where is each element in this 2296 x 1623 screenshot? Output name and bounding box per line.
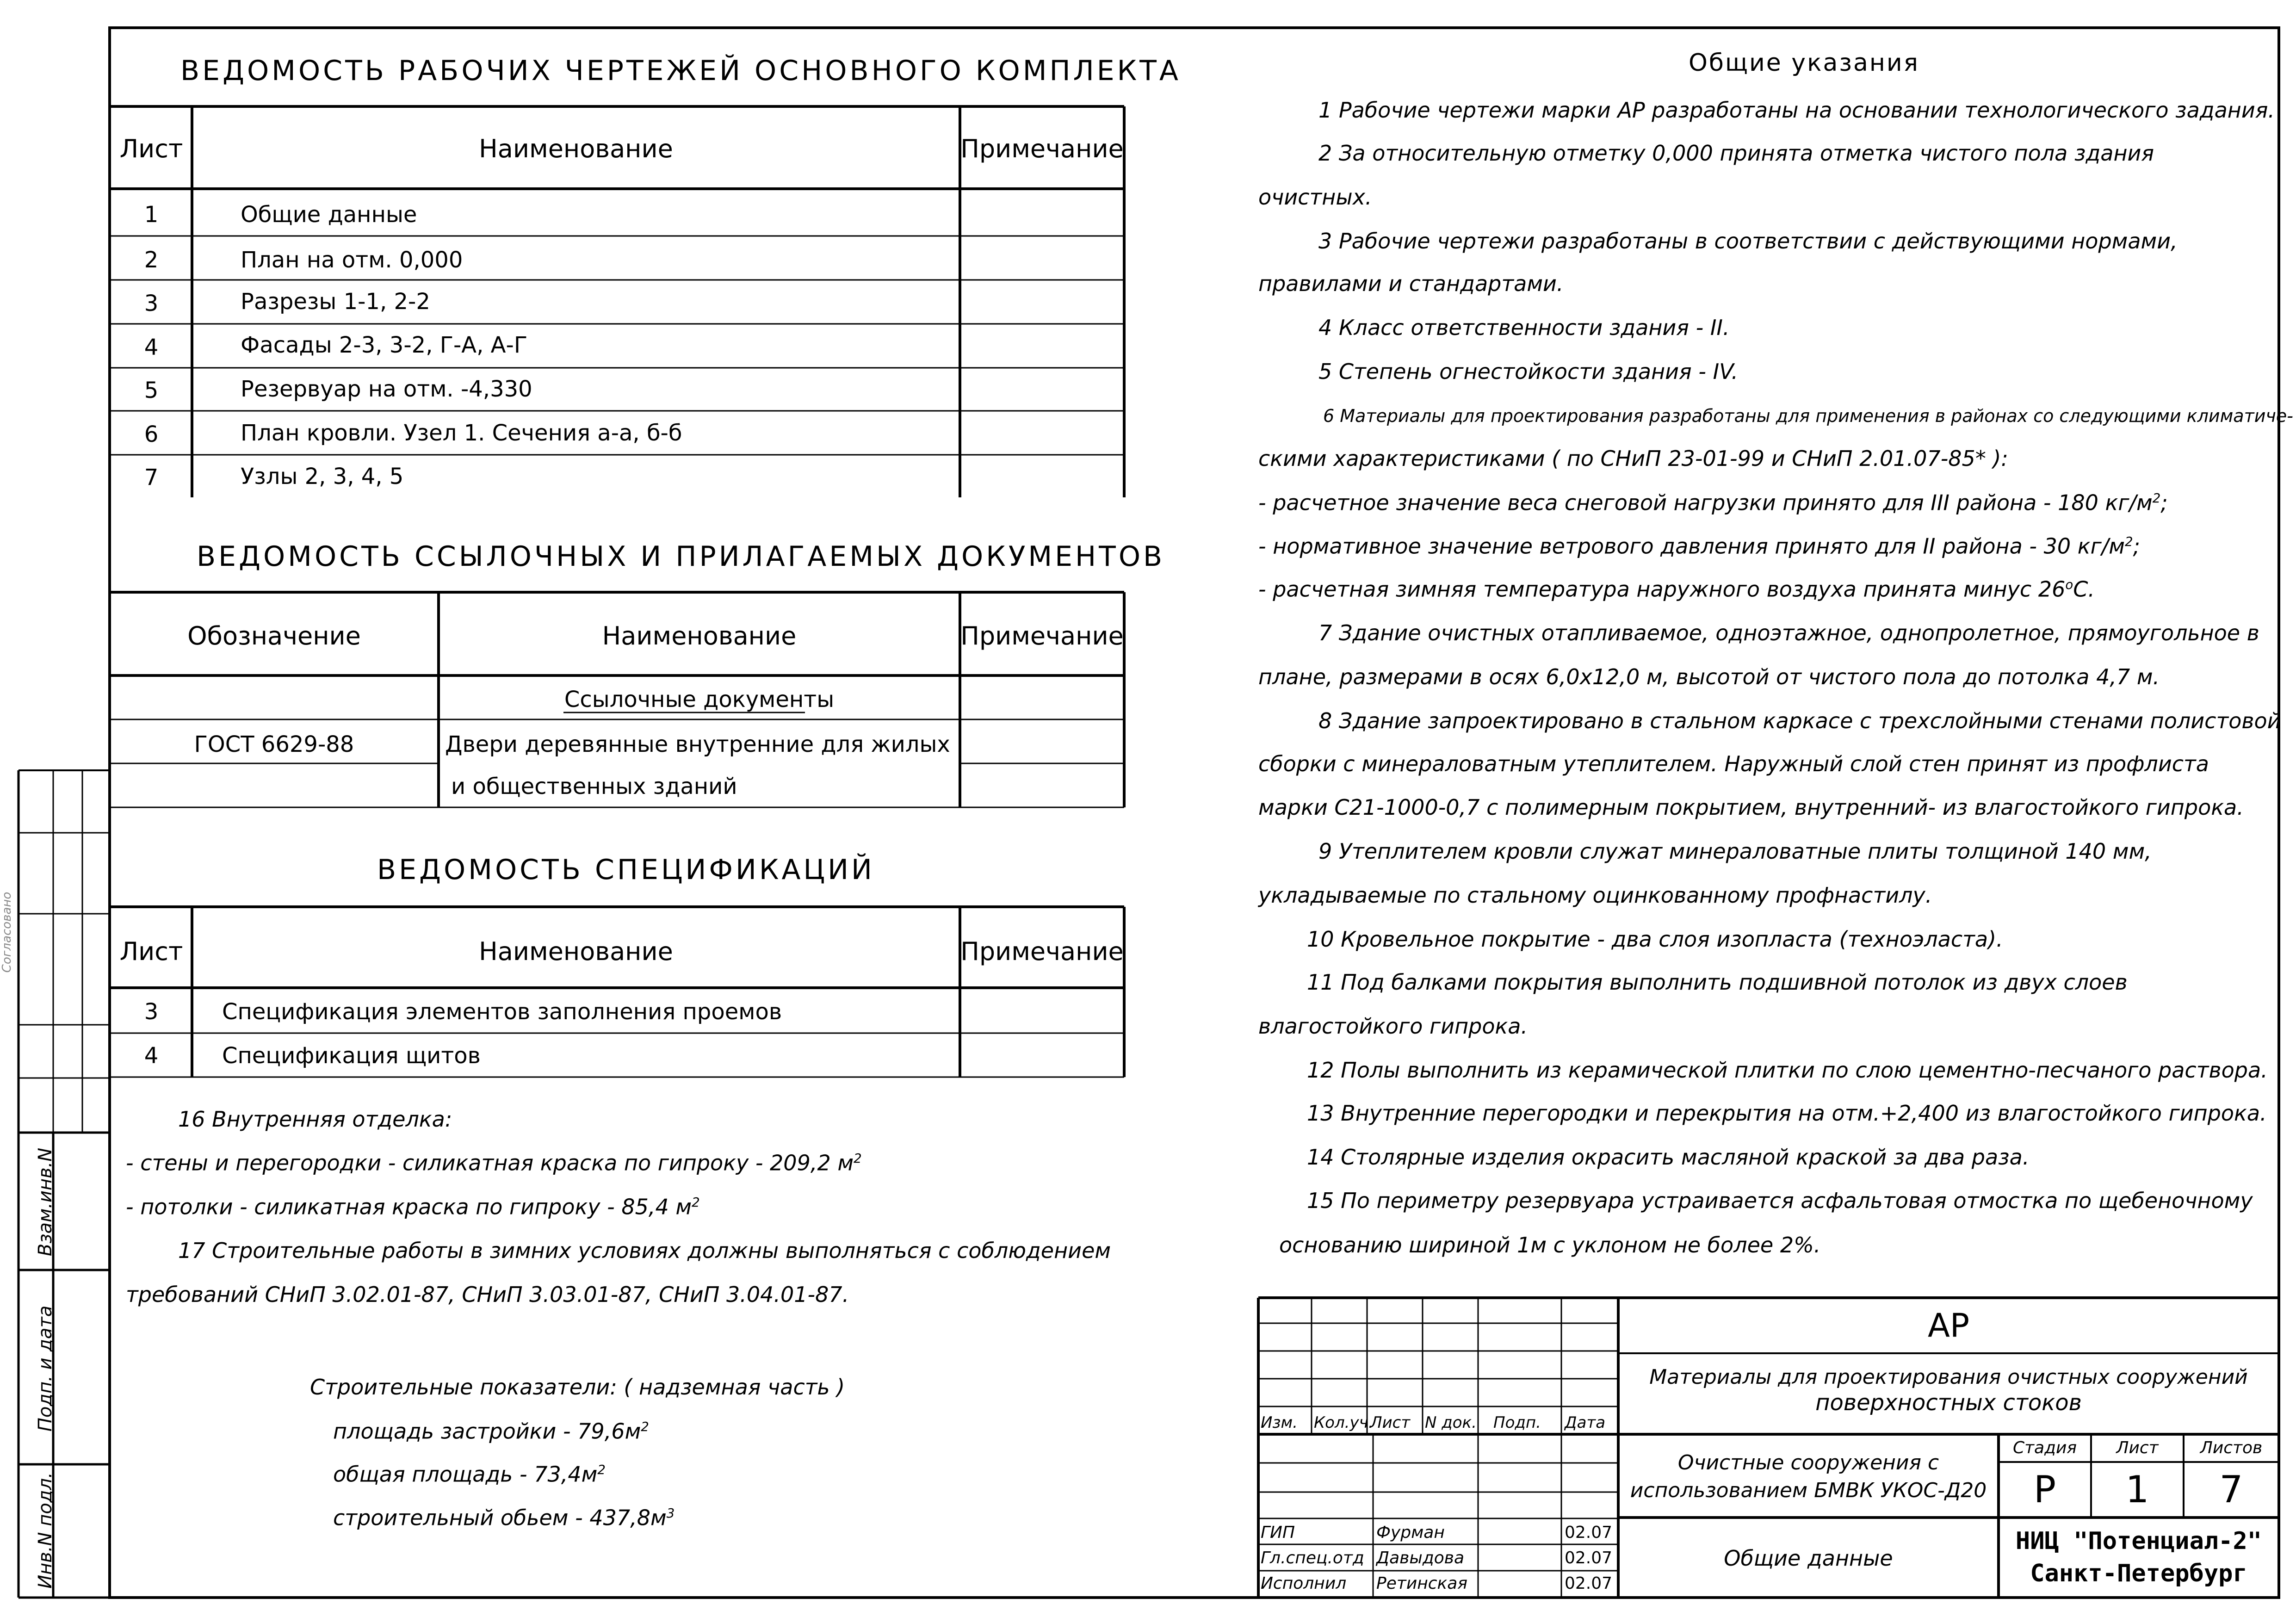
table-row-name: Резервуар на отм. -4,330	[241, 376, 532, 402]
table-row-name: Фасады 2-3, 3-2, Г-А, А-Г	[241, 332, 528, 358]
table-row-sheet: 4	[144, 335, 159, 360]
general-note-10: 10 Кровельное покрытие - два слоя изопласта (техноэласта).	[1307, 927, 2003, 952]
stamp-col-doc: N док.	[1425, 1413, 1477, 1432]
table2-doc-name-line2: и общественных зданий	[451, 774, 737, 799]
indicators-title: Строительные показатели: ( надземная часть )	[310, 1375, 845, 1400]
general-note-6b: скими характеристиками ( по СНиП 23-01-99 и СНиП 2.01.07-85* ):	[1258, 446, 2008, 471]
general-note-14: 14 Столярные изделия окрасить масляной краской за два раза.	[1307, 1145, 2030, 1170]
stamp-object-line1: Очистные сооружения с	[1677, 1451, 1939, 1474]
table2-header-name: Наименование	[602, 621, 797, 650]
stamp-sheet-number: 1	[2125, 1468, 2149, 1511]
stamp-list-label: Лист	[2116, 1438, 2159, 1457]
general-note-12: 12 Полы выполнить из керамической плитки по слою цементно-песчаного раствора.	[1307, 1058, 2268, 1083]
table1-title: ВЕДОМОСТЬ РАБОЧИХ ЧЕРТЕЖЕЙ ОСНОВНОГО КОМПЛЕКТА	[180, 55, 1181, 87]
stamp-person: Ретинская	[1376, 1574, 1468, 1593]
side-podp-label: Подп. и дата	[35, 1305, 56, 1432]
stamp-date: 02.07	[1565, 1574, 1613, 1593]
general-note-2b: очистных.	[1258, 185, 1372, 210]
stamp-date: 02.07	[1565, 1549, 1613, 1567]
general-note-13: 13 Внутренние перегородки и перекрытия на отм.+2,400 из влагостойкого гипрока.	[1307, 1101, 2267, 1126]
table-row-sheet: 3	[144, 999, 159, 1025]
general-note-9b: укладываемые по стальному оцинкованному профнастилу.	[1258, 883, 1932, 908]
indicator-area: площадь застройки - $79,6м^2$	[333, 1419, 649, 1444]
table-row-name: План на отм. 0,000	[241, 247, 463, 273]
general-note-7b: плане, размерами в осях 6,0х12,0 м, высотой от чистого пола до потолка 4,7 м.	[1258, 664, 2160, 689]
table2-title: ВЕДОМОСТЬ ССЫЛОЧНЫХ И ПРИЛАГАЕМЫХ ДОКУМЕНТОВ	[197, 540, 1165, 573]
table-row-name: Разрезы 1-1, 2-2	[241, 289, 430, 315]
table1-header-sheet: Лист	[119, 134, 183, 163]
table3-header-name: Наименование	[479, 937, 673, 966]
table-row-sheet: 2	[144, 247, 159, 273]
side-sogl-label: Согласовано	[0, 892, 14, 973]
general-note-3b: правилами и стандартами.	[1258, 271, 1564, 296]
table-row-sheet: 5	[144, 378, 159, 403]
general-note-6-snow: - расчетное значение веса снеговой нагрузки принято для III района - 180 $кг/м^2$;	[1258, 490, 2168, 515]
side-vzam-label: Взам.инв.N	[35, 1147, 56, 1257]
side-inv-label: Инв.N подл.	[35, 1472, 56, 1589]
table-row-name: Узлы 2, 3, 4, 5	[241, 464, 404, 489]
table-row-sheet: 7	[144, 465, 159, 490]
note-16-walls: - стены и перегородки - силикатная краска по гипроку - 209,2 $м^2$	[126, 1150, 862, 1176]
stamp-col-list: Лист	[1370, 1413, 1411, 1432]
general-notes-title: Общие указания	[1689, 49, 1919, 77]
stamp-sheet-title: Общие данные	[1724, 1546, 1893, 1571]
table3-title: ВЕДОМОСТЬ СПЕЦИФИКАЦИЙ	[377, 854, 875, 886]
stamp-object-line2: использованием БМВК УКОС-Д20	[1630, 1479, 1987, 1502]
stamp-col-date: Дата	[1565, 1413, 1606, 1432]
stamp-col-izm: Изм.	[1261, 1413, 1298, 1432]
table2-section-label: Ссылочные документы	[564, 687, 835, 712]
stamp-stage-label: Стадия	[2012, 1438, 2077, 1457]
note-17-line2: требований СНиП 3.02.01-87, СНиП 3.03.01-87, СНиП 3.04.01-87.	[126, 1282, 849, 1307]
table2-doc-name-line1: Двери деревянные внутренние для жилых	[445, 731, 950, 757]
stamp-org-line2: Санкт-Петербург	[2030, 1560, 2247, 1587]
general-note-7: 7 Здание очистных отапливаемое, одноэтажное, однопролетное, прямоугольное в	[1318, 620, 2259, 645]
general-note-8b: сборки с минераловатным утеплителем. Наружный слой стен принят из профлиста	[1258, 751, 2209, 776]
stamp-org-line1: НИЦ "Потенциал-2"	[2015, 1527, 2262, 1555]
table2-header-code: Обозначение	[187, 621, 361, 650]
indicator-volume: строительный обьем - $437,8м^3$	[333, 1505, 675, 1530]
table-row-sheet: 6	[144, 421, 159, 447]
stamp-sheets-total: 7	[2219, 1468, 2243, 1511]
stamp-stage: Р	[2033, 1468, 2056, 1511]
general-note-8c: марки С21-1000-0,7 с полимерным покрытием, внутренний- из влагостойкого гипрока.	[1258, 795, 2244, 820]
table-row-sheet: 1	[144, 202, 159, 228]
stamp-role: Гл.спец.отд	[1261, 1549, 1364, 1567]
stamp-col-podp: Подп.	[1493, 1413, 1541, 1432]
stamp-lists-label: Листов	[2200, 1438, 2263, 1457]
table2-doc-code: ГОСТ 6629-88	[194, 731, 354, 757]
general-note-8: 8 Здание запроектировано в стальном каркасе с трехслойными стенами полистовой	[1318, 708, 2281, 733]
table-row-sheet: 4	[144, 1043, 159, 1069]
table-row-sheet: 3	[144, 291, 159, 316]
general-note-5: 5 Степень огнестойкости здания - IV.	[1318, 359, 1738, 384]
table-row-name: План кровли. Узел 1. Сечения а-а, б-б	[241, 420, 682, 446]
table-row-name: Спецификация элементов заполнения проемов	[222, 999, 782, 1025]
stamp-code: АР	[1927, 1307, 1970, 1344]
general-note-6-temp: - расчетная зимняя температура наружного воздуха принята минус 26$^o$С.	[1258, 576, 2095, 602]
general-note-11: 11 Под балками покрытия выполнить подшивной потолок из двух слоев	[1307, 970, 2128, 995]
table2-header-note: Примечание	[960, 621, 1124, 650]
stamp-role: ГИП	[1261, 1523, 1295, 1542]
stamp-project-line2: поверхностных стоков	[1815, 1390, 2082, 1416]
general-note-6: 6 Материалы для проектирования разработаны для применения в районах со следующими климатиче-	[1323, 406, 2293, 426]
table-row-name: Общие данные	[241, 202, 417, 228]
stamp-role: Исполнил	[1261, 1574, 1347, 1593]
table3-header-note: Примечание	[960, 937, 1124, 966]
indicator-total-area: общая площадь - $73,4м^2$	[333, 1462, 606, 1487]
general-note-11b: влагостойкого гипрока.	[1258, 1014, 1528, 1039]
general-note-3: 3 Рабочие чертежи разработаны в соответствии с действующими нормами,	[1318, 229, 2178, 254]
general-note-2: 2 За относительную отметку 0,000 принята отметка чистого пола здания	[1318, 141, 2154, 166]
general-note-4: 4 Класс ответственности здания - II.	[1318, 315, 1730, 340]
note-16: 16 Внутренняя отделка:	[178, 1107, 452, 1132]
general-note-6-wind: - нормативное значение ветрового давления принято для II района - 30 $кг/м^2$;	[1258, 533, 2141, 559]
general-note-15b: основанию шириной 1м с уклоном не более 2%.	[1279, 1233, 1821, 1258]
stamp-col-kol: Кол.уч.	[1314, 1413, 1374, 1432]
general-note-15: 15 По периметру резервуара устраивается асфальтовая отмостка по щебеночному	[1307, 1188, 2253, 1213]
stamp-person: Фурман	[1376, 1523, 1445, 1542]
table-row-name: Спецификация щитов	[222, 1043, 481, 1069]
stamp-project-line1: Материалы для проектирования очистных сооружений	[1649, 1365, 2248, 1389]
table3-header-sheet: Лист	[119, 937, 183, 966]
note-17-line1: 17 Строительные работы в зимних условиях должны выполняться с соблюдением	[178, 1238, 1111, 1263]
general-note-9: 9 Утеплителем кровли служат минераловатные плиты толщиной 140 мм,	[1318, 839, 2152, 864]
general-note-1: 1 Рабочие чертежи марки АР разработаны на основании технологического задания.	[1318, 98, 2275, 123]
stamp-person: Давыдова	[1376, 1549, 1465, 1567]
note-16-ceilings: - потолки - силикатная краска по гипроку - 85,4 $м^2$	[126, 1194, 700, 1220]
table1-header-note: Примечание	[960, 134, 1124, 163]
table1-header-name: Наименование	[479, 134, 673, 163]
stamp-date: 02.07	[1565, 1523, 1613, 1542]
